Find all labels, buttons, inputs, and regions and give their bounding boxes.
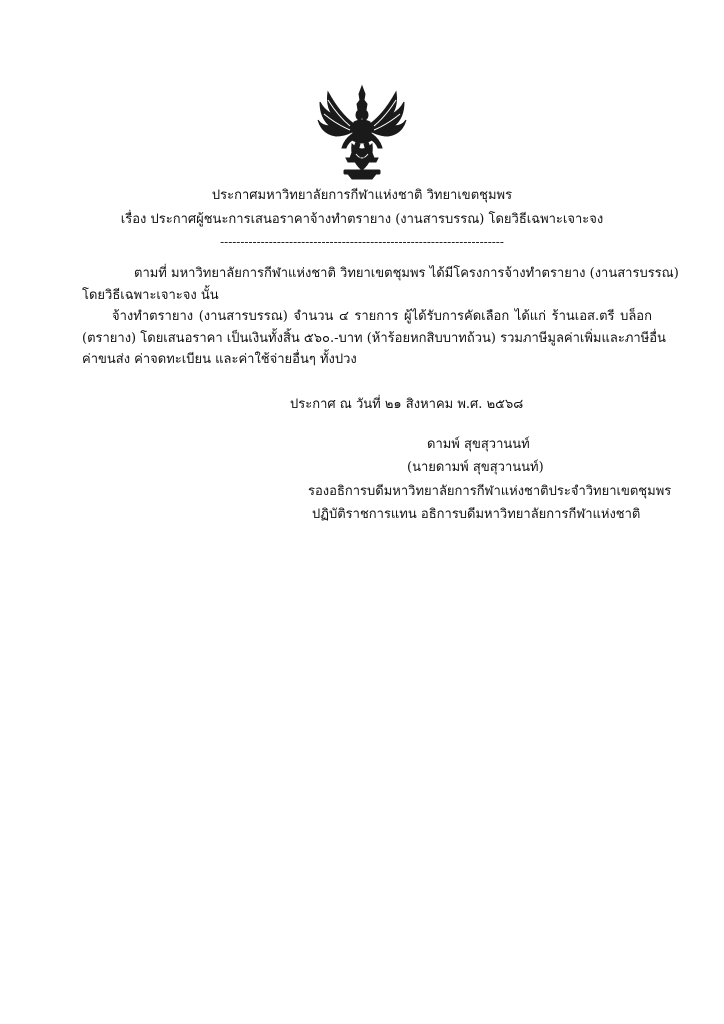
signer-position-line1: รองอธิการบดีมหาวิทยาลัยการกีฬาแห่งชาติประจำวิทยาเขตชุมพร — [308, 484, 672, 499]
paragraph2-line1: จ้างทำตรายาง (งานสารบรรณ) จำนวน ๔ รายการ ผู้ได้รับการคัดเลือก ได้แก่ ร้านเอส.ตรี บล็อก — [112, 309, 652, 324]
signer-name: (นายดามพ์ สุขสุวานนท์) — [407, 460, 544, 475]
announcement-date: ประกาศ ณ วันที่ ๒๑ สิงหาคม พ.ศ. ๒๕๖๘ — [290, 397, 524, 412]
paragraph2-line2: (ตรายาง) โดยเสนอราคา เป็นเงินทั้งสิ้น ๕๖๐.-บาท (ห้าร้อยหกสิบบาทถ้วน) รวมภาษีมูลค่าเพิ่มและภาษีอื่น — [82, 331, 666, 346]
paragraph2-line3: ค่าขนส่ง ค่าจดทะเบียน และค่าใช้จ่ายอื่นๆ ทั้งปวง — [82, 352, 357, 367]
paragraph1-line1: ตามที่ มหาวิทยาลัยการกีฬาแห่งชาติ วิทยาเขตชุมพร ได้มีโครงการจ้างทำตรายาง (งานสารบรรณ) — [134, 266, 679, 281]
divider-line: ---------------------------------------------------------------------- — [220, 235, 504, 249]
signature: ดามพ์ สุขสุวานนท์ — [427, 437, 530, 452]
garuda-emblem-icon — [314, 84, 410, 180]
announcement-title: ประกาศมหาวิทยาลัยการกีฬาแห่งชาติ วิทยาเขตชุมพร — [211, 188, 513, 203]
announcement-subject: เรื่อง ประกาศผู้ชนะการเสนอราคาจ้างทำตรายาง (งานสารบรรณ) โดยวิธีเฉพาะเจาะจง — [120, 212, 604, 227]
signer-position-line2: ปฏิบัติราชการแทน อธิการบดีมหาวิทยาลัยการกีฬาแห่งชาติ — [312, 507, 641, 522]
paragraph1-line2: โดยวิธีเฉพาะเจาะจง นั้น — [82, 288, 219, 303]
